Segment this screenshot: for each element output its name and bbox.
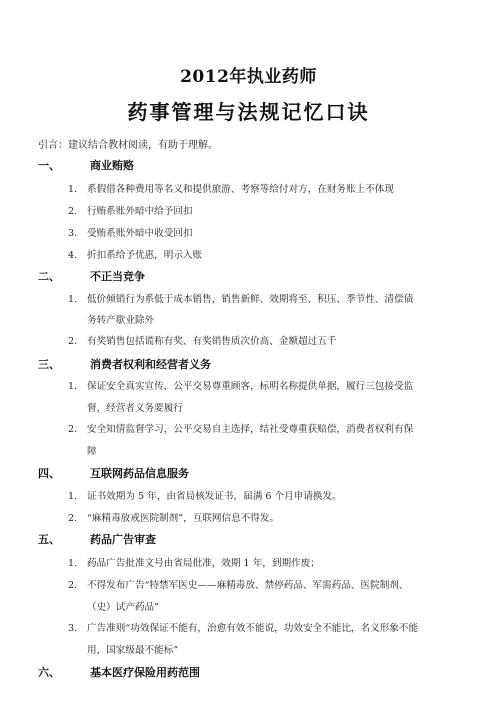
section-number: 一、 [38, 159, 60, 172]
list-item [68, 378, 413, 392]
section-title: 不正当竞争 [90, 270, 145, 283]
list-item [68, 577, 409, 591]
section-number: 六、 [38, 666, 60, 679]
item-number: 1. [68, 381, 78, 392]
section-title: 商业贿赂 [90, 159, 134, 172]
item-text: 低价倾销行为系低于成本销售，销售新鲜、效期将至、积压、季节性、清偿债 [87, 294, 414, 305]
document-subtitle: 药事管理与法规记忆口诀 [127, 100, 370, 124]
item-text: 系假借各种费用等名义和提供旅游、考察等给付对方，在财务账上不体现 [87, 184, 394, 195]
item-text-continued: 务转产歇业除外 [87, 315, 155, 326]
item-text: 行贿系账外暗中给予回扣 [87, 206, 193, 217]
item-text-continued: 用，国家级最不能标” [87, 645, 179, 656]
item-number: 1. [68, 491, 78, 502]
item-text: 保证安全真实宣传，公平交易尊重顾客，标明名称提供单据，履行三包接受监 [87, 381, 414, 392]
section-heading [38, 356, 211, 372]
section-title: 药品广告审查 [90, 533, 156, 546]
section-number: 三、 [38, 358, 60, 371]
item-text: 广告准则“功效保证不能有，治愈有效不能说，功效安全不能比，名义形象不能 [87, 623, 419, 634]
list-item [68, 247, 202, 261]
section-number: 四、 [38, 467, 60, 480]
item-number: 2. [68, 513, 78, 524]
item-number: 3. [68, 623, 78, 634]
list-item [68, 510, 279, 524]
item-number: 2. [68, 206, 78, 217]
section-number: 二、 [38, 270, 60, 283]
item-number: 2. [68, 336, 78, 347]
section-title: 基本医疗保险用药范围 [90, 666, 200, 679]
list-item [68, 333, 336, 347]
list-item [68, 620, 418, 634]
item-number: 1. [68, 558, 78, 569]
list-item [68, 555, 320, 569]
item-number: 1. [68, 294, 78, 305]
list-item [68, 488, 342, 502]
section-heading [38, 157, 134, 173]
item-text: 药品广告批准文号由省局批准，效期 1 年，到期作废； [87, 558, 320, 569]
item-number: 2. [68, 580, 78, 591]
section-number: 五、 [38, 533, 60, 546]
item-text: 不得发布广告“特禁军医史——麻精毒放、禁停药品、军需药品、医院制剂、 [87, 580, 409, 591]
item-number: 2. [68, 424, 78, 435]
item-number: 1. [68, 184, 78, 195]
item-text: 有奖销售包括谎称有奖、有奖销售质次价高、金额超过五千 [87, 336, 337, 347]
section-heading [38, 268, 145, 284]
intro-text: 引言：建议结合教材阅读，有助于理解。 [38, 140, 218, 151]
section-heading [38, 664, 200, 680]
item-text: 受贿系账外暗中收受回扣 [87, 228, 193, 239]
list-item [68, 291, 413, 305]
section-title: 消费者权利和经营者义务 [90, 358, 211, 371]
item-text: 安全知情监督学习，公平交易自主选择，结社受尊重获赔偿，消费者权利有保 [87, 424, 414, 435]
item-text: “麻精毒放戒医院制剂”，互联网信息不得发。 [87, 513, 280, 524]
item-text: 折扣系给予优惠，明示入账 [87, 250, 203, 261]
section-heading [38, 465, 189, 481]
section-title: 互联网药品信息服务 [90, 467, 189, 480]
item-number: 3. [68, 228, 78, 239]
item-text-continued: 督，经营者义务要履行 [87, 403, 183, 414]
list-item [68, 225, 193, 239]
list-item [68, 181, 394, 195]
item-text-continued: （史）试产药品” [87, 602, 160, 613]
item-text-continued: 障 [87, 446, 97, 457]
section-heading [38, 531, 156, 547]
list-item [68, 203, 193, 217]
item-number: 4. [68, 250, 78, 261]
document-title: 2012年执业药师 [180, 67, 317, 87]
item-text: 证书效期为 5 年，由省局核发证书，届满 6 个月申请换发。 [87, 491, 342, 502]
list-item [68, 421, 413, 435]
